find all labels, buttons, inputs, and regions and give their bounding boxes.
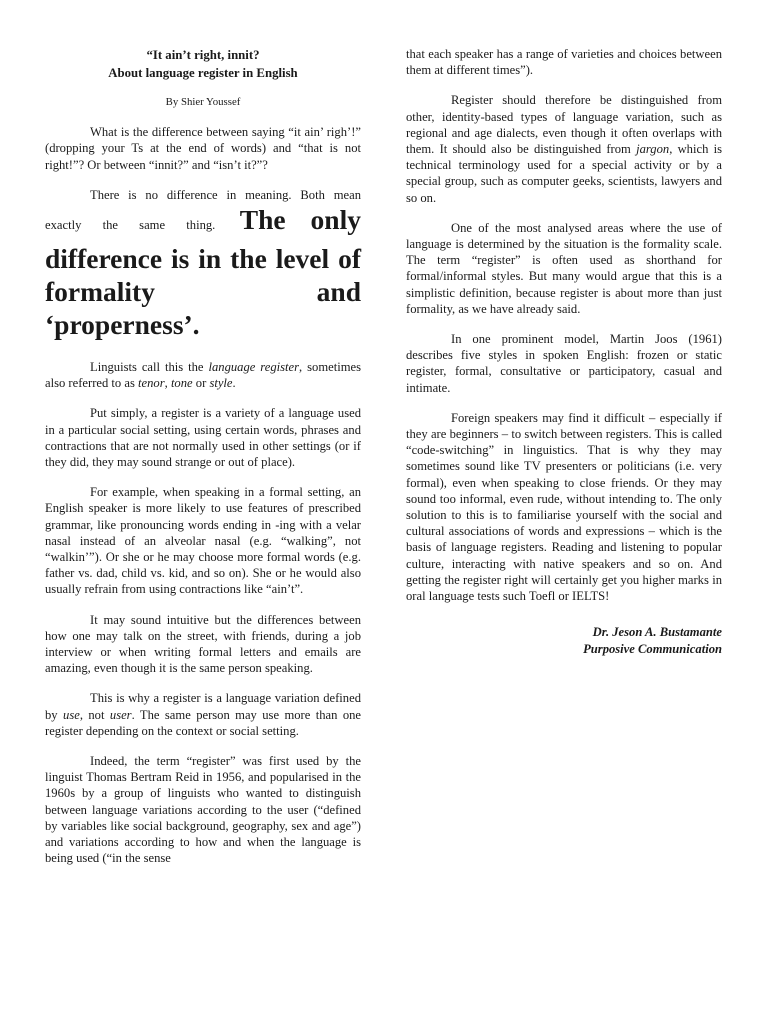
- paragraph-definition: Put simply, a register is a variety of a language used in a particular social setting, using certain words, phrases and contractions that are not normally used in other settings (or if they did, they may sound strange or out of place).: [45, 406, 361, 470]
- right-column: [406, 46, 722, 658]
- title-line-1: “It ain’t right, innit?: [146, 48, 260, 62]
- paragraph-intuitive: It may sound intuitive but the differences between how one may talk on the street, with friends, during a job interview or when writing formal letters and emails are amazing, even though it is the same person speaking.: [45, 612, 361, 676]
- text-fragment: or: [195, 376, 207, 391]
- term-tenor: tenor: [138, 376, 165, 391]
- left-column: [45, 44, 361, 867]
- term-language-register: language register: [208, 360, 300, 375]
- title-line-2: About language register in English: [108, 66, 298, 80]
- signature-name: Dr. Jeson A. Bustamante: [592, 625, 722, 640]
- pull-statement: [45, 203, 361, 341]
- signature-block: [406, 624, 722, 658]
- paragraph-intro: What is the difference between saying “it ain’ righ’!” (dropping your Ts at the end of words) and “that is not right!”? Or between “innit?” and “isn’t it?”?: [45, 125, 361, 172]
- paragraph-continuation: that each speaker has a range of varieties and choices between them at different times”).: [406, 47, 722, 78]
- term-use: use: [63, 707, 80, 722]
- article-title: [45, 46, 361, 82]
- paragraph-foreign-speakers: Foreign speakers may find it difficult – especially if they are beginners – to switch between registers. This is called “code-switching” in linguistics. That is why they may sometimes sound like TV presenters or politicians (i.e. very formal), even when speaking to close friends. Or they may sound too informal, even rude, without intending to. The only solution to this is to familiarise yourself with the social and cultural associations of words and expressions – which is the basis of language registers. Reading and listening to popular culture, interacting with native speakers and so on. And getting the register right will certainly get you higher marks in oral language tests such Toefl or IELTS!: [406, 410, 722, 604]
- text-fragment: .: [232, 376, 236, 391]
- pull-line-1: [45, 203, 361, 242]
- text-fragment: , sometimes also referred to as: [45, 360, 362, 391]
- term-jargon: jargon: [636, 142, 670, 157]
- pull-line-2: difference is in the level of: [45, 243, 361, 275]
- pull-line-3: formality and: [45, 276, 361, 308]
- text-fragment: Linguists call this the: [90, 360, 204, 375]
- paragraph-formality-scale: One of the most analysed areas where the use of language is determined by the situation is the formality scale. The term “register” is often used as shorthand for formal/informal styles. But many would argue that this is a simplistic definition, because register is about more than just formality, as we have already said.: [406, 220, 722, 316]
- paragraph-history: Indeed, the term “register” was first used by the linguist Thomas Bertram Reid in 1956, and popularised in the 1960s by a group of linguists who wanted to distinguish between language variations according to the user (“defined by variables like social background, geography, sex and age”) and variations according to how and when the language is being used (“in the sense: [45, 754, 361, 866]
- paragraph-example: For example, when speaking in a formal setting, an English speaker is more likely to use features of prescribed grammar, like pronouncing words ending in -ing with a velar nasal instead of an alveolar nasal (e.g. “walking”, not “walkin’”). Or she or he may choose more formal words (e.g. father vs. dad, child vs. kid, and so on). She or he would also usually refrain from using contractions like “ain’t”.: [45, 485, 361, 597]
- text-fragment: , not: [79, 707, 105, 722]
- term-style: style: [209, 376, 233, 391]
- term-user: user: [109, 707, 132, 722]
- text-fragment: This is why a register is a language variation defined by: [45, 691, 361, 722]
- pull-big-1: The only: [239, 204, 361, 236]
- term-tone: tone: [170, 376, 193, 391]
- paragraph-no-difference: [45, 187, 361, 203]
- signature-course: Purposive Communication: [583, 642, 722, 657]
- text-fragment: Register should therefore be distinguished from other, identity-based types of language variation, such as regional and age dialects, even though it often overlaps with them. It should also be distinguished from: [406, 93, 722, 157]
- paragraph-use-not-user: [45, 690, 361, 739]
- paragraph-register-term: [45, 359, 361, 391]
- text-fragment: . The same person may use more than one register depending on the context or social setting.: [45, 707, 362, 738]
- paragraph-distinguish: [406, 92, 722, 205]
- paragraph-joos-model: In one prominent model, Martin Joos (1961) describes five styles in spoken English: frozen or static register, formal, consultative or participatory, casual and intimate.: [406, 332, 722, 395]
- no-difference-lead: There is no difference in meaning. Both mean: [90, 187, 361, 202]
- byline: By Shier Youssef: [165, 96, 241, 108]
- text-fragment: ,: [164, 376, 168, 391]
- pull-line-4: ‘properness’.: [45, 309, 200, 341]
- text-fragment: , which is technical terminology used for a special activity or by a special group, such as computer geeks, scientists, lawyers and so on.: [406, 142, 722, 205]
- pull-lead-text: exactly the same thing.: [45, 218, 216, 233]
